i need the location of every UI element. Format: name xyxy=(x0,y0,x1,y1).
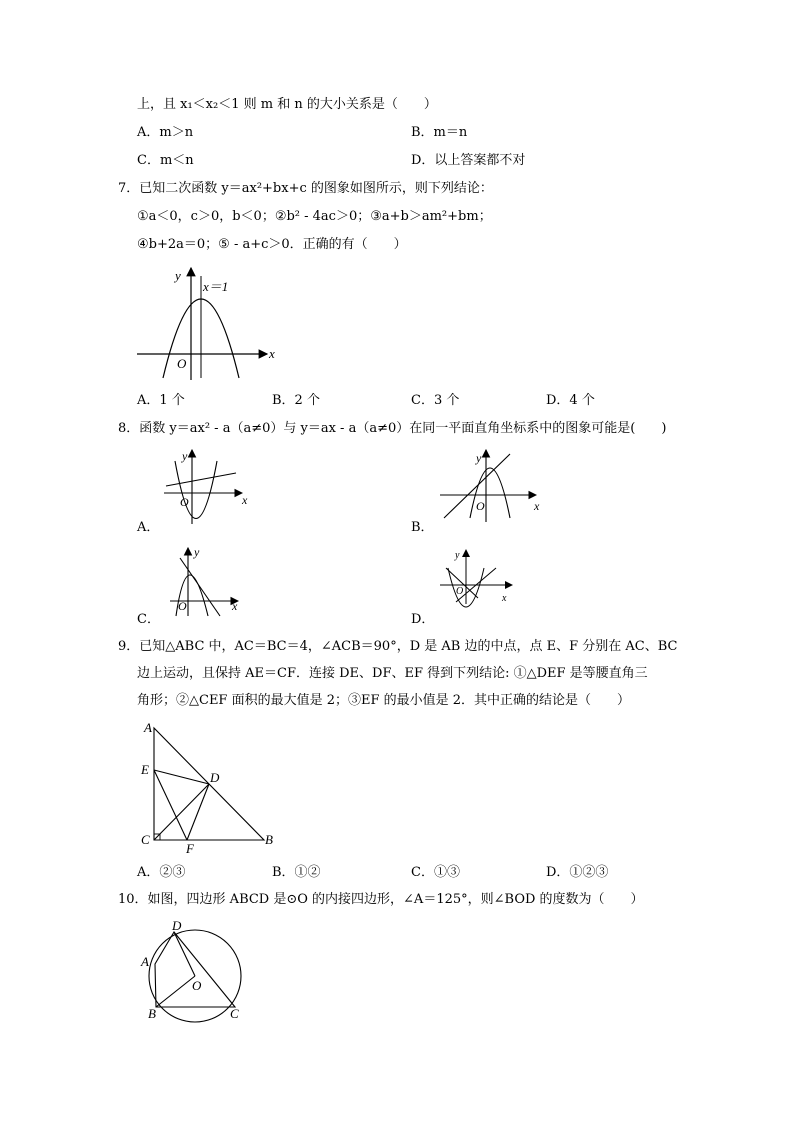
svg-text:O: O xyxy=(178,599,187,613)
q9-stem-1: 9．已知△ABC 中，AC＝BC＝4，∠ACB＝90°，D 是 AB 边的中点，点 E、F 分别在 AC、BC xyxy=(118,639,678,654)
q10-stem: 10．如图，四边形 ABCD 是⊙O 的内接四边形，∠A＝125°，则∠BOD 的度数为（ ） xyxy=(118,892,644,907)
q8-option-d[interactable]: D． xyxy=(411,612,435,627)
q9-stem-2: 边上运动，且保持 AE＝CF．连接 DE、DF、EF 得到下列结论: ①△DEF 是等腰直角三 xyxy=(137,666,648,681)
q7-conditions-1: ①a＜0，c＞0，b＜0；②b² - 4ac＞0；③a+b＞am²+bm； xyxy=(137,209,492,224)
svg-text:C: C xyxy=(230,1006,239,1021)
svg-text:B: B xyxy=(148,1006,156,1021)
q6-stem: 上，且 x₁＜x₂＜1 则 m 和 n 的大小关系是（ ） xyxy=(137,97,437,112)
q6-option-b[interactable]: B．m＝n xyxy=(411,125,468,140)
svg-text:O: O xyxy=(180,495,189,509)
svg-text:A: A xyxy=(144,720,152,735)
svg-text:y: y xyxy=(194,545,200,559)
q9-option-d[interactable]: D．①②③ xyxy=(546,865,609,880)
q9-option-a[interactable]: A．②③ xyxy=(137,865,186,880)
q8-option-a[interactable]: A． xyxy=(137,520,160,535)
svg-text:O: O xyxy=(192,978,202,993)
q7-origin-label: O xyxy=(177,356,187,371)
q7-option-d[interactable]: D．4 个 xyxy=(546,393,595,408)
svg-text:x: x xyxy=(502,593,507,604)
q8-graph-b xyxy=(436,448,546,523)
q9-option-c[interactable]: C．①③ xyxy=(411,865,460,880)
q8-stem: 8．函数 y＝ax² - a（a≠0）与 y＝ax - a（a≠0）在同一平面直角坐标系中的图象可能是( ) xyxy=(118,421,667,436)
svg-text:x: x xyxy=(242,493,248,507)
q6-option-c[interactable]: C．m＜n xyxy=(137,153,194,168)
q9-option-b[interactable]: B．①② xyxy=(272,865,321,880)
q9-triangle-figure xyxy=(140,718,280,854)
q7-option-b[interactable]: B．2 个 xyxy=(272,393,320,408)
svg-text:y: y xyxy=(455,550,460,561)
q8-graph-d xyxy=(436,546,516,606)
q8-graph-a xyxy=(160,446,260,526)
svg-text:E: E xyxy=(141,762,149,777)
svg-text:D: D xyxy=(210,770,220,785)
svg-text:B: B xyxy=(265,832,273,847)
q7-axis-label: x＝1 xyxy=(203,279,229,294)
q8-graph-c xyxy=(168,544,248,619)
q8-option-b[interactable]: B． xyxy=(411,520,434,535)
svg-text:A: A xyxy=(141,954,149,969)
svg-text:x: x xyxy=(534,499,540,513)
svg-text:F: F xyxy=(186,841,194,856)
q6-option-d[interactable]: D．以上答案都不对 xyxy=(411,153,526,168)
svg-text:D: D xyxy=(172,918,182,933)
svg-text:y: y xyxy=(182,449,188,463)
q8-option-c[interactable]: C． xyxy=(137,612,160,627)
q7-conditions-2: ④b+2a＝0；⑤ - a+c＞0．正确的有（ ） xyxy=(137,237,407,252)
svg-text:x: x xyxy=(232,599,238,613)
q10-circle-figure xyxy=(138,918,250,1028)
svg-text:y: y xyxy=(476,451,482,465)
q7-x-label: x xyxy=(269,346,275,361)
svg-text:O: O xyxy=(456,586,464,597)
q7-parabola-figure xyxy=(137,266,282,386)
q7-stem: 7．已知二次函数 y＝ax²+bx+c 的图象如图所示，则下列结论： xyxy=(118,181,493,196)
q7-y-label: y xyxy=(175,268,181,283)
q7-option-c[interactable]: C．3 个 xyxy=(411,393,460,408)
svg-text:C: C xyxy=(141,832,150,847)
q7-option-a[interactable]: A．1 个 xyxy=(137,393,185,408)
svg-text:O: O xyxy=(476,499,485,513)
q9-stem-3: 角形；②△CEF 面积的最大值是 2；③EF 的最小值是 2．其中正确的结论是（ ） xyxy=(137,693,631,708)
q6-option-a[interactable]: A．m＞n xyxy=(137,125,194,140)
